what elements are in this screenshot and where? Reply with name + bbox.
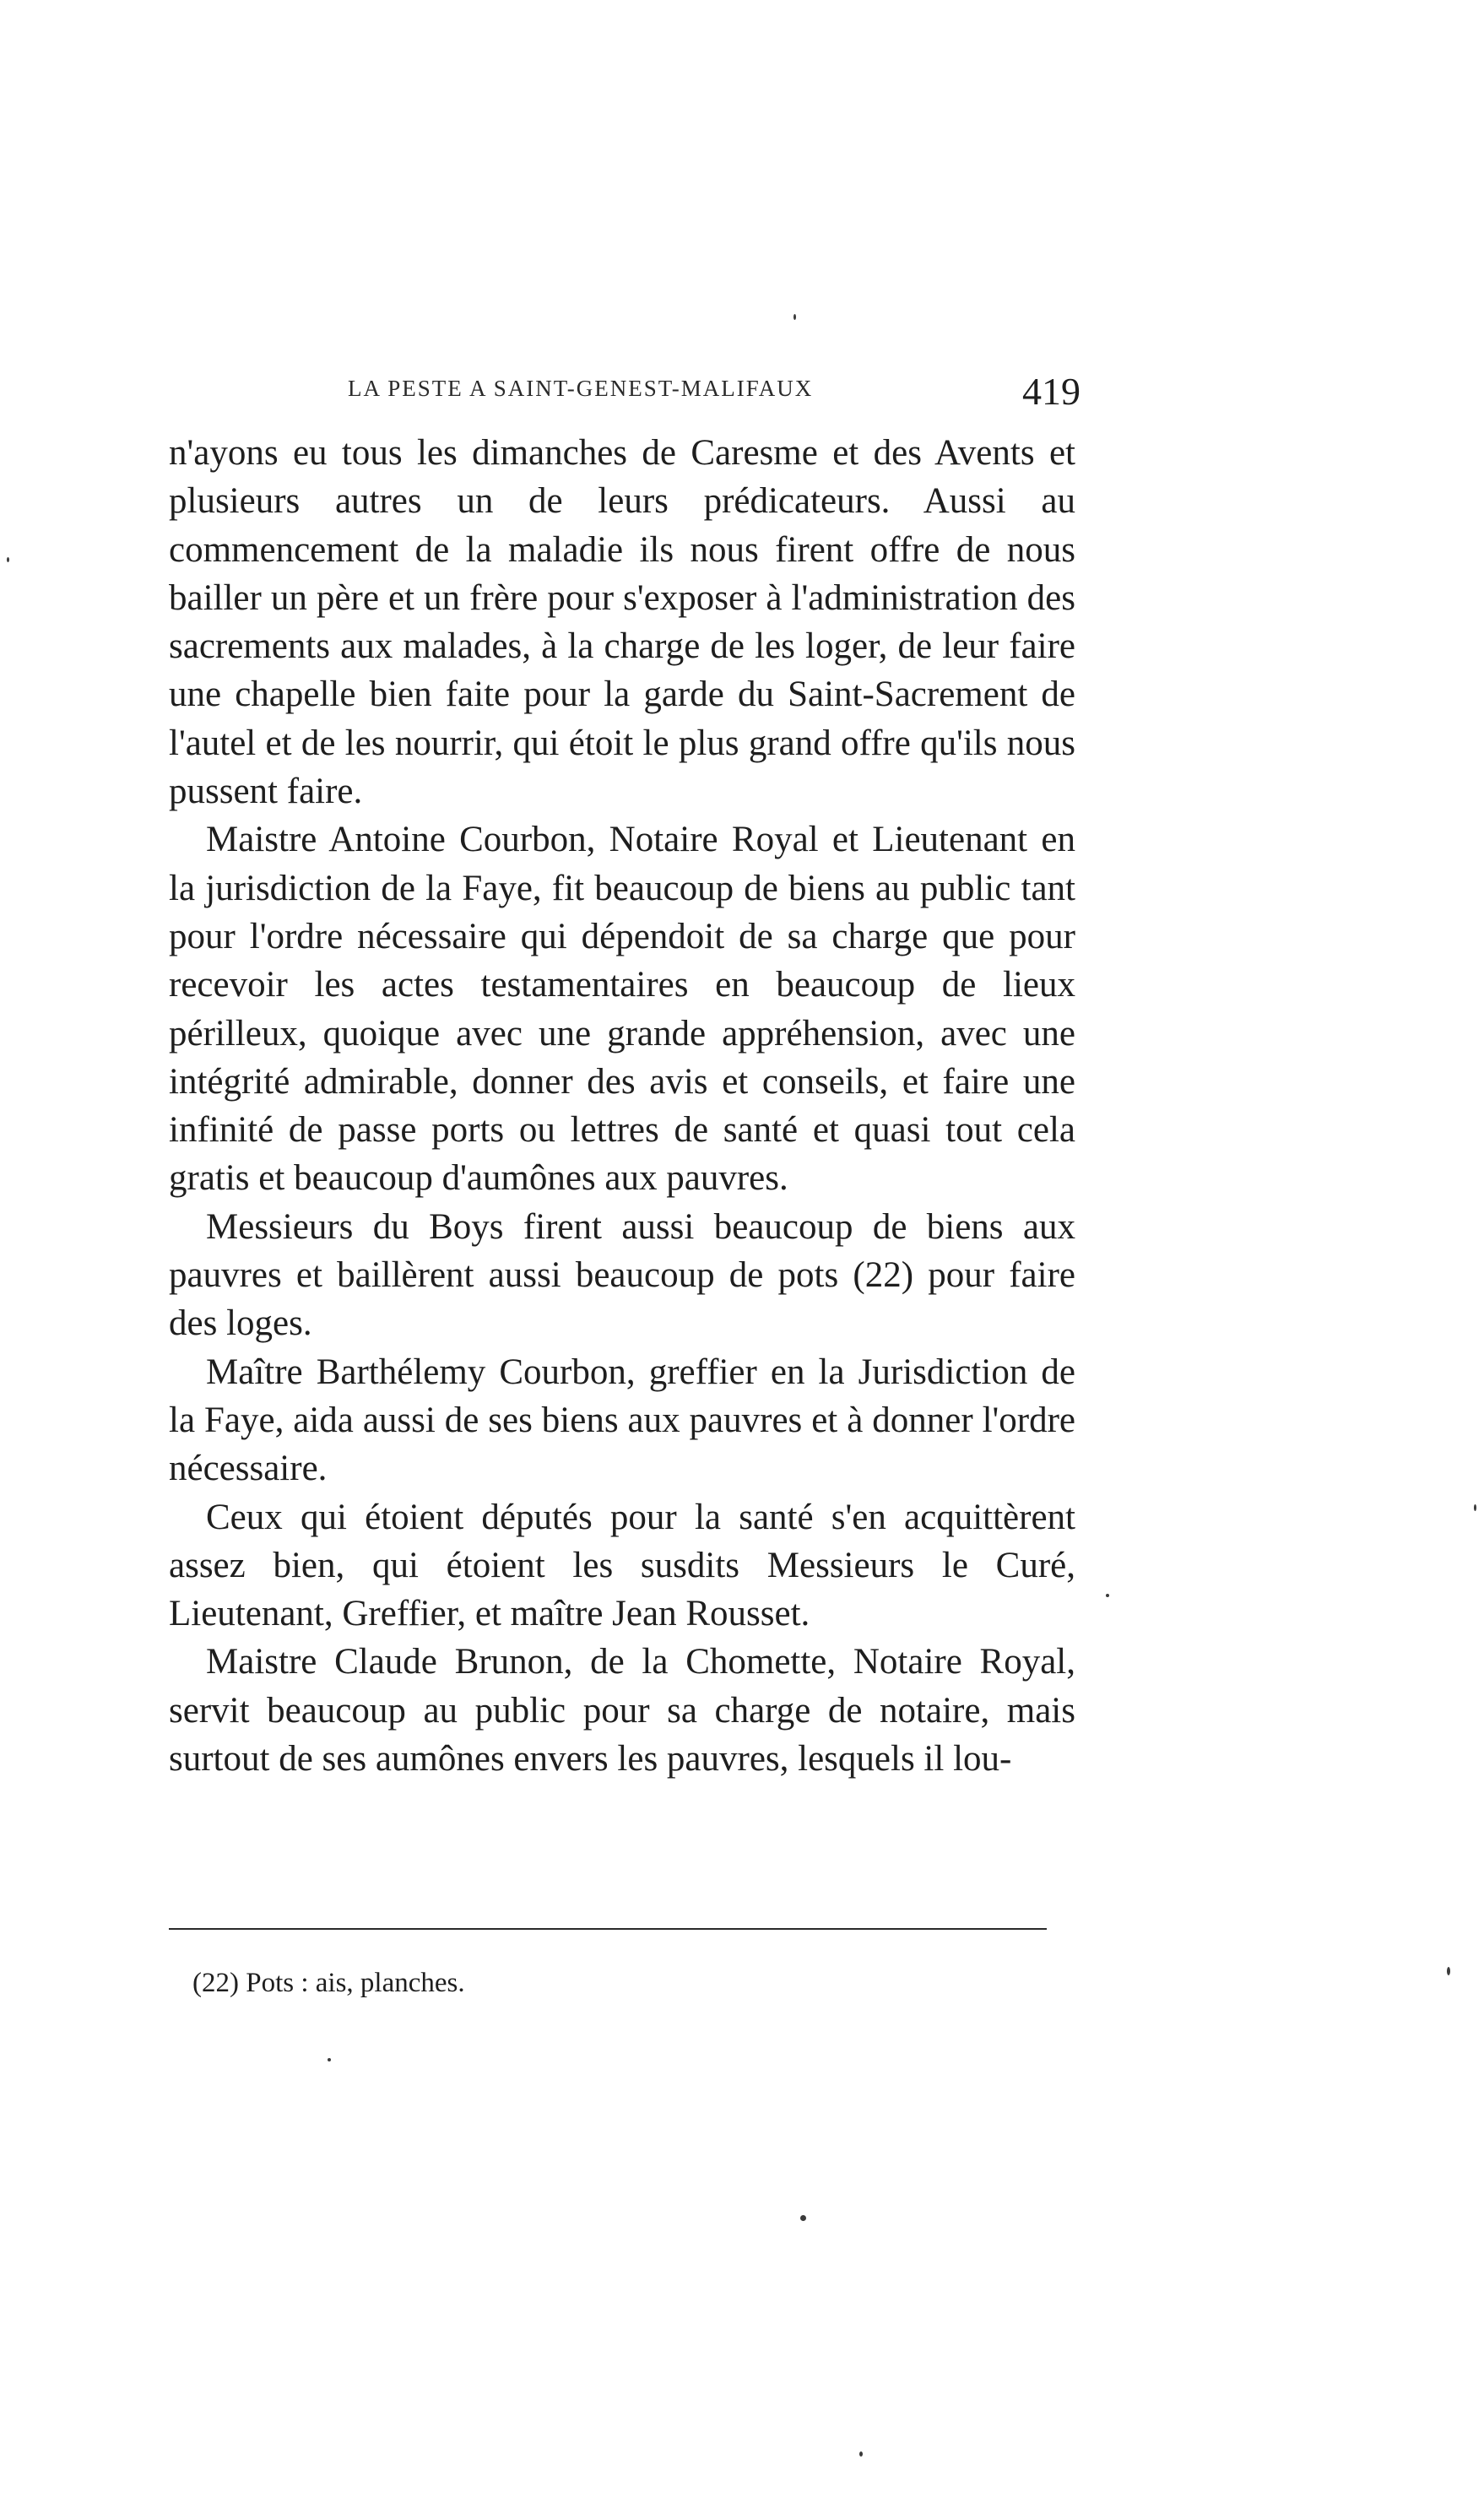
scan-speck — [800, 2215, 806, 2221]
scan-speck — [1106, 1594, 1109, 1597]
footnote-divider — [169, 1928, 1047, 1930]
scan-speck — [7, 557, 9, 562]
running-head — [169, 370, 1081, 426]
paragraph: n'ayons eu tous les dimanches de Caresme et des Avents et plusieurs autres un de leurs prédicateurs. Aussi au commencement de la maladie ils nous firent offre de nous bailler un père et un frère pour s'exposer à l'administration des sacrements aux malades, à la charge de les loger, de leur faire une chapelle bien faite pour la garde du Saint-Sacrement de l'autel et de les nourrir, qui étoit le plus grand offre qu'ils nous pussent faire. — [169, 433, 1075, 812]
paragraph: Maistre Claude Brunon, de la Chomette, Notaire Royal, servit beaucoup au public pour sa charge de notaire, mais surtout de ses aumônes envers les pauvres, lesquels il lou- — [169, 1642, 1075, 1780]
footnote: (22) Pots : ais, planches. — [192, 1968, 465, 1998]
scan-speck — [859, 2451, 863, 2457]
scan-speck — [793, 314, 796, 320]
running-title: LA PESTE A SAINT-GENEST-MALIFAUX — [348, 376, 814, 401]
paragraph: Maître Barthélemy Courbon, greffier en la Jurisdiction de la Faye, aida aussi de ses biens aux pauvres et à donner l'ordre nécessaire. — [169, 1352, 1075, 1489]
paragraph: Maistre Antoine Courbon, Notaire Royal et Lieutenant en la jurisdiction de la Faye, fit beaucoup de biens au public tant pour l'ordre nécessaire qui dépendoit de sa charge que pour recevoir les actes testamentaires en beaucoup de lieux périlleux, quoique avec une grande appréhension, avec une intégrité admirable, donner des avis et conseils, et faire une infinité de passe ports ou lettres de santé et quasi tout cela gratis et beaucoup d'aumônes aux pauvres. — [169, 820, 1075, 1199]
page-number: 419 — [1022, 370, 1081, 413]
scan-speck — [1447, 1967, 1450, 1975]
paragraph: Messieurs du Boys firent aussi beaucoup de biens aux pauvres et baillèrent aussi beaucoup de pots (22) pour faire des loges. — [169, 1206, 1075, 1344]
scan-speck — [1474, 1504, 1476, 1511]
main-text — [169, 429, 1075, 1783]
paragraph: Ceux qui étoient députés pour la santé s'en acquittèrent assez bien, qui étoient les susdits Messieurs le Curé, Lieutenant, Greffier, et maître Jean Rousset. — [169, 1497, 1075, 1634]
scan-speck — [328, 2058, 331, 2061]
